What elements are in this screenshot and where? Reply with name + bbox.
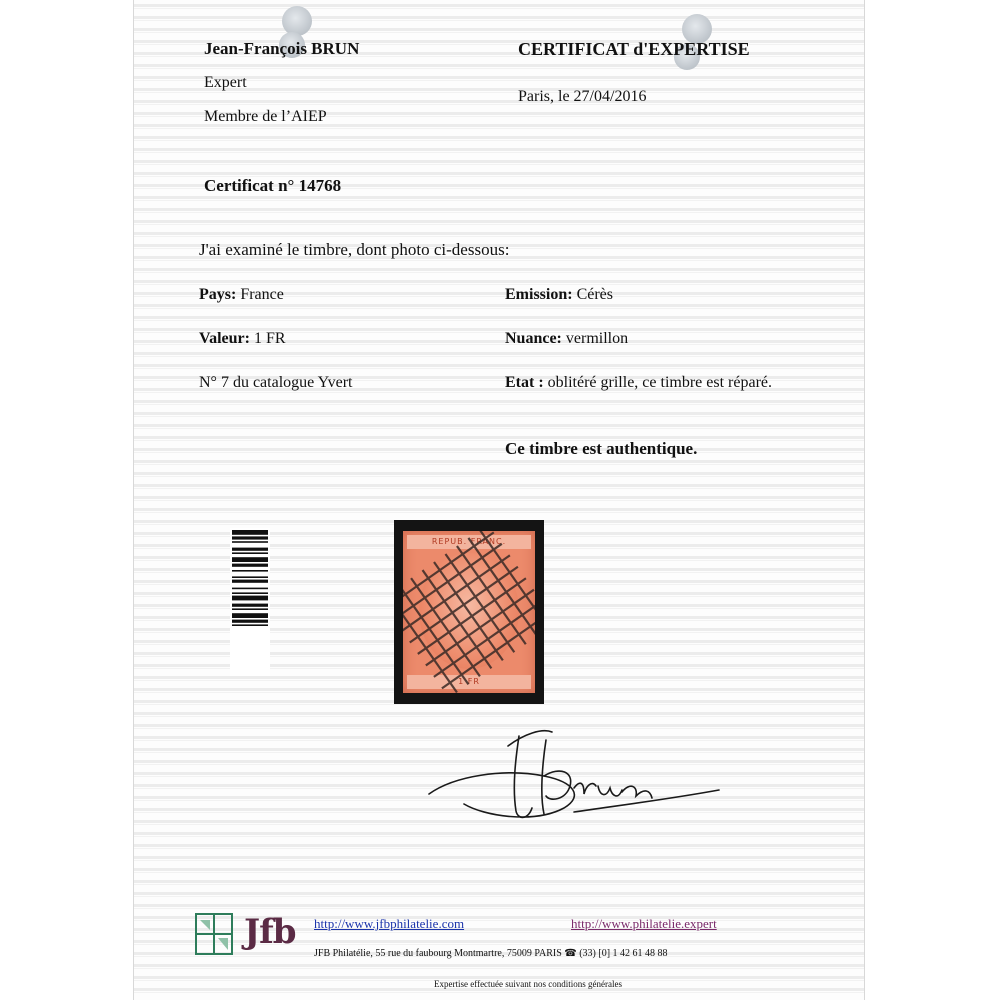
expert-title: Expert: [204, 74, 247, 91]
barcode-bar: [232, 564, 268, 567]
barcode-bar: [232, 548, 268, 551]
etat-value: oblitéré grille, ce timbre est réparé.: [547, 374, 772, 391]
field-pays: [199, 286, 284, 304]
signature: [424, 716, 724, 826]
barcode-bar: [232, 576, 268, 578]
valeur-label: Valeur:: [199, 330, 250, 347]
website-link-right[interactable]: http://www.philatelie.expert: [571, 916, 717, 931]
barcode-bar: [232, 608, 268, 610]
expert-membership: Membre de l’AIEP: [204, 108, 327, 125]
certificate-page: [133, 0, 865, 1000]
field-etat: [505, 374, 772, 392]
nuance-label: Nuance:: [505, 330, 562, 347]
valeur-value: 1 FR: [253, 330, 286, 347]
pays-label: Pays:: [199, 286, 237, 303]
barcode-bar: [232, 530, 268, 535]
field-catalogue: N° 7 du catalogue Yvert: [199, 374, 353, 391]
barcode-bar: [232, 570, 268, 572]
emission-label: Emission:: [505, 286, 573, 303]
jfb-logo-text: Jfb: [244, 912, 296, 952]
barcode-bar: [232, 604, 268, 607]
barcode-bar: [232, 624, 268, 626]
stamp: [403, 531, 535, 693]
punch-hole: [282, 6, 312, 36]
barcode-bar: [232, 552, 268, 554]
address: JFB Philatélie, 55 rue du faubourg Montmartre, 75009 PARIS ☎ (33) [0] 1 42 61 48 88: [314, 948, 668, 959]
field-valeur: [199, 330, 286, 348]
barcode-bar: [232, 620, 268, 623]
barcode-bar: [232, 592, 268, 594]
website-link-left[interactable]: http://www.jfbphilatelie.com: [314, 916, 465, 931]
barcode-bar: [232, 557, 268, 562]
etat-label: Etat :: [505, 374, 544, 391]
field-nuance: [505, 330, 628, 348]
verdict: Ce timbre est authentique.: [505, 439, 698, 458]
barcode: [230, 528, 270, 676]
grille-cancellation: [403, 531, 535, 693]
place-date: Paris, le 27/04/2016: [518, 88, 647, 105]
barcode-bar: [232, 613, 268, 618]
barcode-bar: [232, 580, 268, 583]
certificate-number: Certificat n° 14768: [204, 176, 342, 195]
emission-value: Cérès: [576, 286, 614, 303]
stamp-top-text: REPUB. FRANC.: [407, 535, 531, 549]
intro-text: J'ai examiné le timbre, dont photo ci-dessous:: [199, 240, 510, 259]
pays-value: France: [240, 286, 284, 303]
field-emission: [505, 286, 613, 304]
stamp-photo: [394, 520, 544, 704]
barcode-bar: [232, 536, 268, 539]
barcode-bar: [232, 588, 268, 590]
stamp-bottom-text: 1 FR: [407, 675, 531, 689]
nuance-value: vermillon: [565, 330, 629, 347]
barcode-bar: [232, 541, 268, 543]
expert-name: Jean-François BRUN: [204, 39, 360, 58]
security-watermark: [134, 0, 864, 1000]
certificate-heading: CERTIFICAT d'EXPERTISE: [518, 39, 750, 59]
conditions-note: Expertise effectuée suivant nos conditions générales: [434, 979, 623, 989]
barcode-bar: [232, 596, 268, 601]
